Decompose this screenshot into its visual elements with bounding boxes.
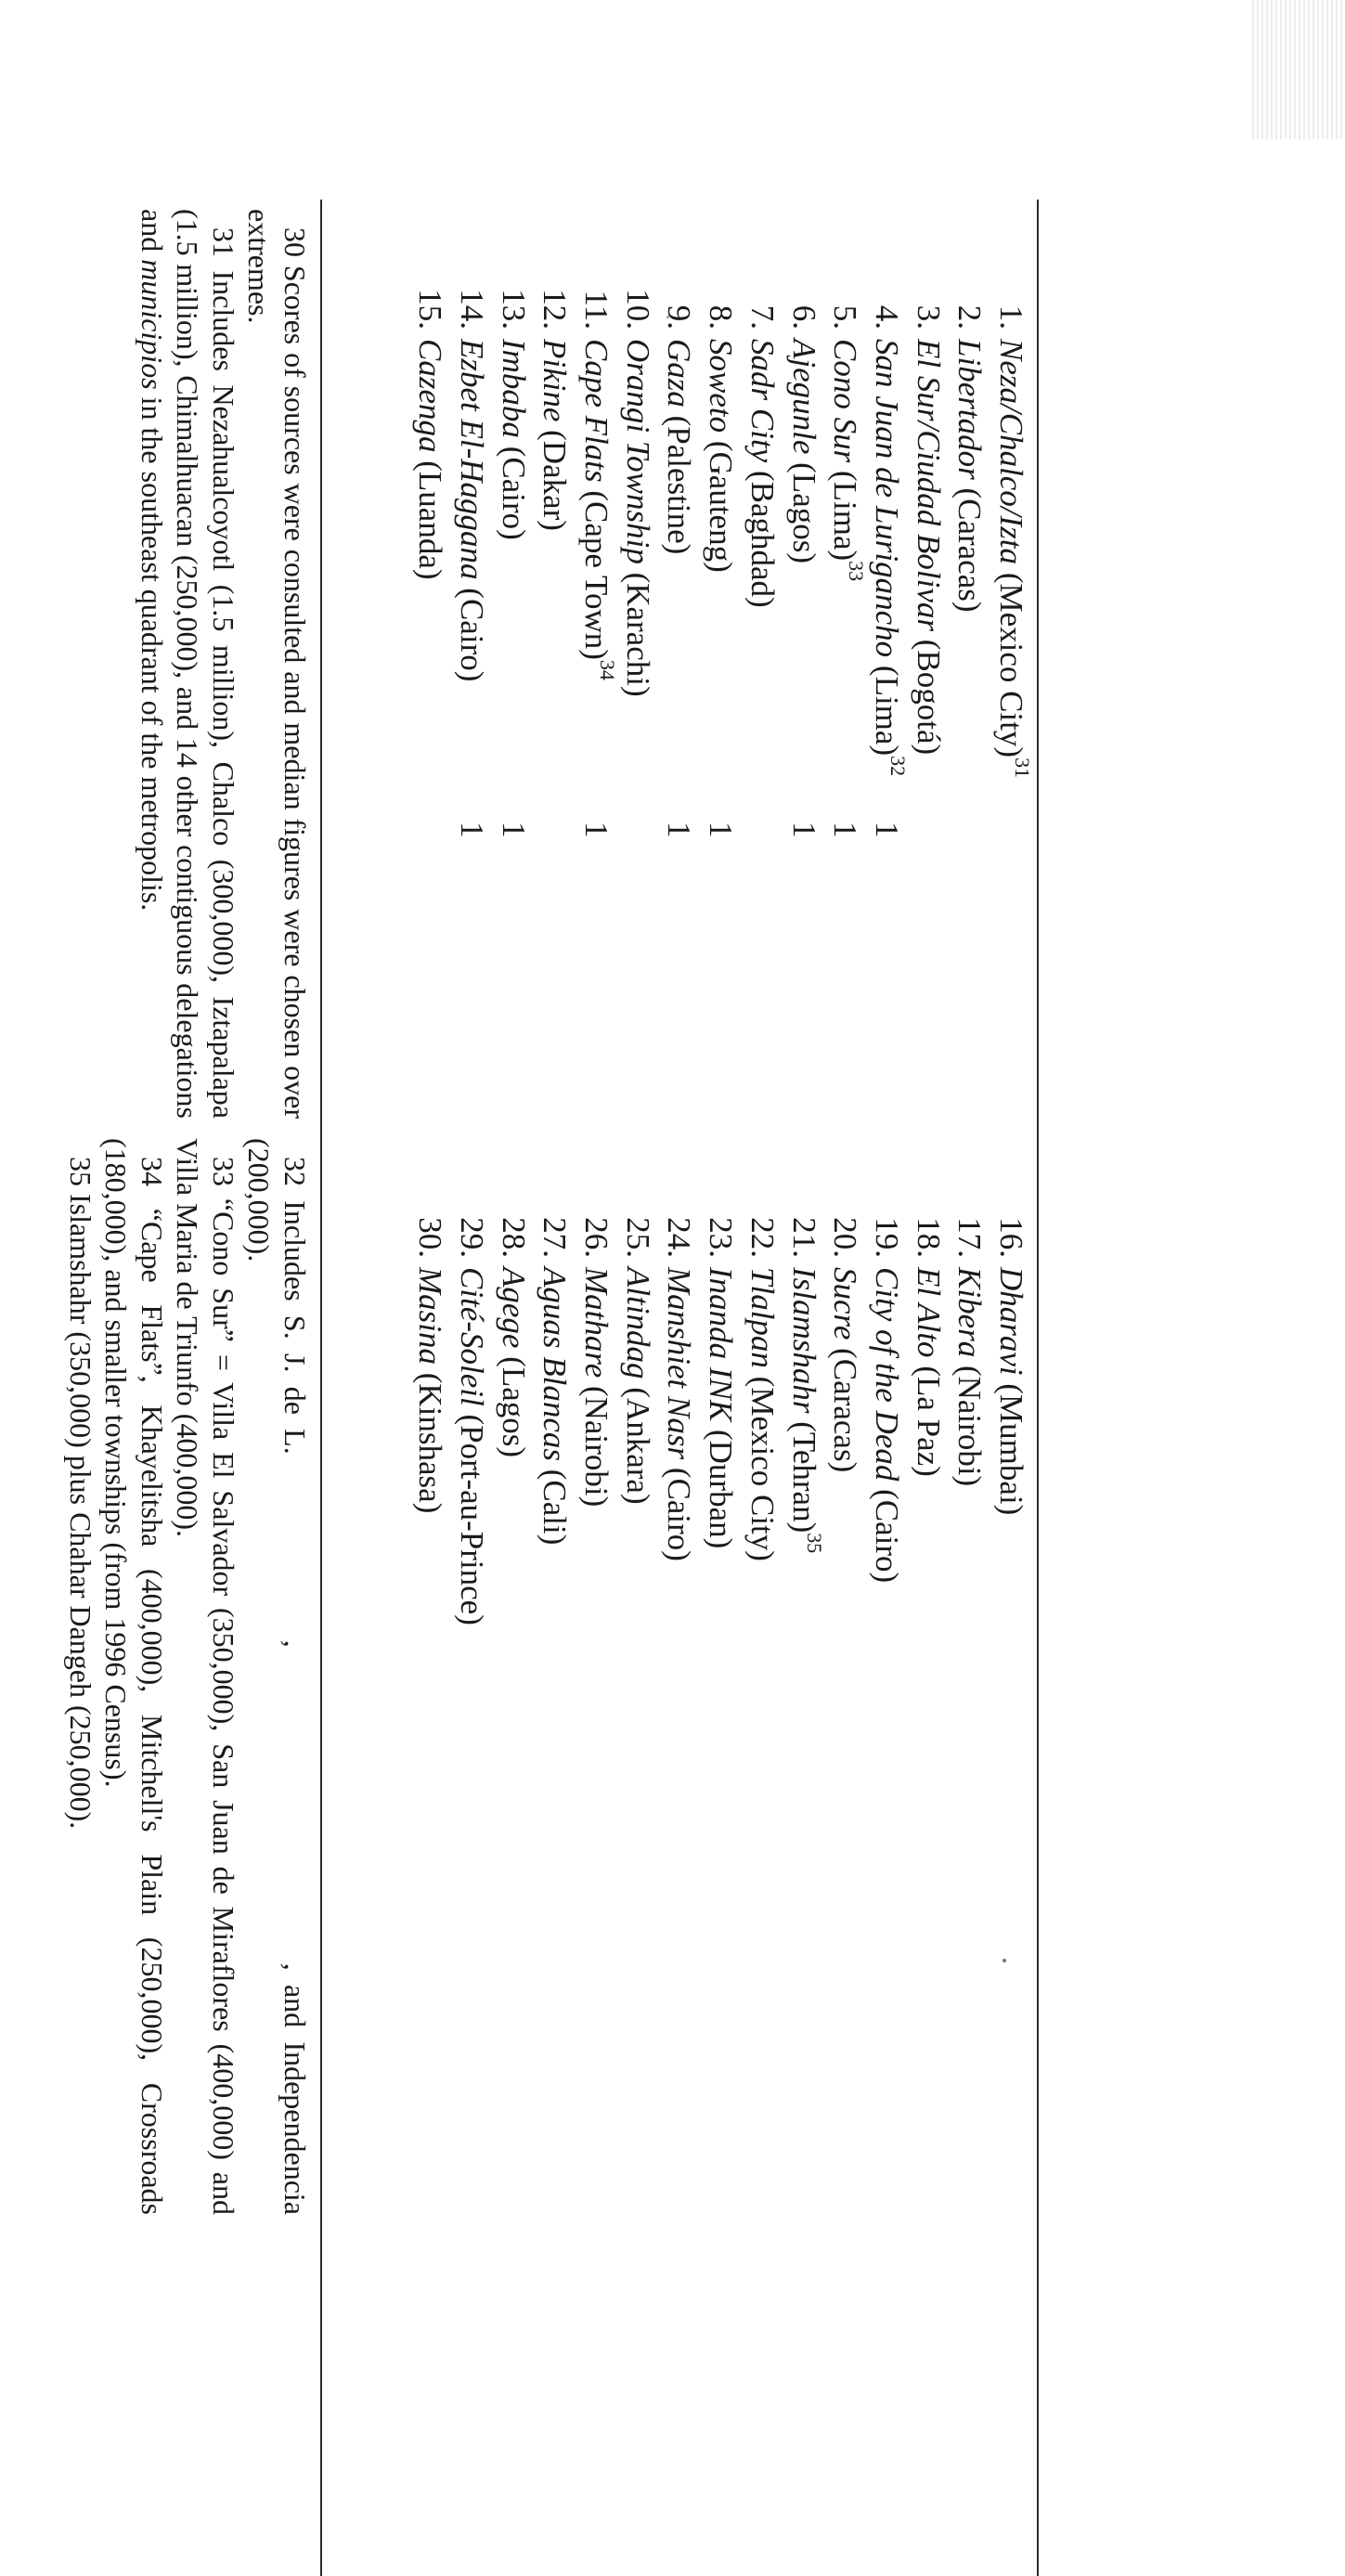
list-item bbox=[741, 1193, 782, 2214]
slum-name: Tlalpan bbox=[744, 1267, 781, 1368]
item-name bbox=[949, 1267, 990, 1486]
city-name: (Lagos) bbox=[785, 462, 822, 564]
slum-name: Soweto bbox=[703, 339, 740, 434]
city-name: (Lima) bbox=[868, 665, 905, 757]
city-name: (La Paz) bbox=[910, 1366, 947, 1477]
footnote-ref: 32 bbox=[886, 756, 910, 777]
footnote-ref: 35 bbox=[803, 1533, 827, 1554]
city-name: (Caracas) bbox=[951, 487, 989, 613]
item-mark: 1 bbox=[868, 822, 905, 838]
slum-name: Ajegunle bbox=[785, 339, 822, 455]
list-item bbox=[700, 1193, 742, 2214]
footnote-32-part-b: , bbox=[278, 1639, 312, 1648]
city-name: (Cairo) bbox=[868, 1489, 905, 1584]
item-number: 1. bbox=[993, 304, 1029, 330]
footnote-30 bbox=[241, 209, 313, 1119]
item-name bbox=[534, 339, 576, 531]
item-name bbox=[741, 339, 782, 608]
slum-name: Masina bbox=[412, 1267, 449, 1365]
city-name: (Kinshasa) bbox=[412, 1372, 449, 1514]
slum-name: City of the Dead bbox=[868, 1267, 905, 1482]
city-name: (Durban) bbox=[703, 1430, 740, 1549]
city-name: (Gauteng) bbox=[703, 440, 740, 573]
list-item bbox=[450, 1193, 492, 2214]
list-item bbox=[865, 265, 910, 1193]
item-name bbox=[658, 1267, 700, 1561]
list-item bbox=[782, 1193, 827, 2214]
list-item bbox=[616, 265, 658, 1193]
city-name: (Tehran) bbox=[785, 1421, 822, 1534]
footnote-32-part-c: , and Independencia (200,000). bbox=[242, 1138, 312, 2216]
footnote-32 bbox=[241, 1138, 313, 2215]
list-item bbox=[782, 265, 824, 1193]
list-item bbox=[824, 1193, 866, 2214]
footnote-31-part-b: in the southeast quadrant of the metropolis. bbox=[136, 389, 169, 912]
city-name: (Port-au-Prince) bbox=[454, 1414, 491, 1625]
item-number: 13. bbox=[495, 289, 532, 330]
item-number: 4. bbox=[868, 304, 905, 330]
list-item bbox=[492, 1193, 534, 2214]
item-name bbox=[616, 1267, 658, 1505]
item-name bbox=[741, 1267, 782, 1561]
item-number: 18. bbox=[910, 1217, 947, 1258]
list-item bbox=[658, 1193, 700, 2214]
item-number: 27. bbox=[537, 1217, 574, 1258]
item-mark: 1 bbox=[661, 822, 698, 838]
city-name: (Nairobi) bbox=[951, 1365, 989, 1487]
item-number: 30. bbox=[412, 1217, 449, 1258]
slum-name: Sadr City bbox=[744, 339, 781, 463]
slum-name: Dharavi bbox=[993, 1267, 1029, 1376]
item-number: 22. bbox=[744, 1217, 781, 1258]
city-name: (Palestine) bbox=[661, 415, 698, 555]
footnote-31-part-a: 31 Includes Nezahualcoyotl (1.5 million), Chalco (300,000), Iztapalapa (1.5 million), Chimalhuacan (250,000), and 14 other contiguous delegations and bbox=[136, 209, 240, 1119]
slum-name: Cape Flats bbox=[578, 339, 615, 483]
item-name bbox=[989, 339, 1034, 779]
list-item bbox=[989, 1193, 1031, 2214]
slum-name: San Juan de Lurigancho bbox=[868, 339, 905, 658]
footnote-31-text bbox=[135, 209, 242, 1119]
item-name bbox=[699, 1267, 741, 1548]
top-rule bbox=[1037, 200, 1039, 2576]
slum-name: Gaza bbox=[661, 339, 698, 408]
slum-name: Kibera bbox=[951, 1267, 989, 1358]
footnote-ref: 34 bbox=[595, 659, 619, 680]
slum-name: Altindag bbox=[619, 1267, 656, 1379]
list-item bbox=[409, 1193, 451, 2214]
footnote-32-part-a: 32 Includes S. J. de L. bbox=[278, 1157, 312, 1455]
slum-name: Pikine bbox=[537, 339, 574, 422]
item-name bbox=[575, 1267, 616, 1507]
list-item bbox=[575, 265, 619, 1193]
item-number: 6. bbox=[785, 304, 822, 330]
item-number: 10. bbox=[619, 289, 656, 330]
item-number: 26. bbox=[578, 1217, 615, 1258]
city-name: (Cairo) bbox=[495, 446, 532, 540]
item-number: 23. bbox=[703, 1217, 740, 1258]
slum-list-right bbox=[409, 1193, 1031, 2214]
footnotes-right bbox=[63, 1138, 314, 2215]
list-item bbox=[989, 265, 1034, 1193]
item-mark: 1 bbox=[827, 822, 864, 838]
slum-name: Mathare bbox=[578, 1267, 615, 1379]
item-number: 19. bbox=[868, 1217, 905, 1258]
item-name bbox=[782, 339, 824, 563]
item-mark: 1 bbox=[785, 822, 822, 838]
list-item bbox=[575, 1193, 616, 2214]
list-item bbox=[534, 265, 576, 1193]
footnote-ref: 31 bbox=[1010, 757, 1034, 779]
slum-name: Neza/Chalco/Izta bbox=[993, 339, 1029, 565]
item-name bbox=[616, 339, 658, 697]
footnote-35-text: 35 Islamshahr (350,000) plus Chahar Dangeh (250,000). bbox=[64, 1157, 97, 1830]
slum-name: Cazenga bbox=[412, 339, 449, 453]
footnote-ref: 33 bbox=[844, 561, 868, 582]
footnote-32-text bbox=[241, 1138, 313, 2215]
slum-name: Cono Sur bbox=[827, 339, 864, 463]
item-name bbox=[409, 1267, 451, 1513]
item-name bbox=[450, 339, 492, 681]
item-number: 12. bbox=[537, 289, 574, 330]
item-number: 5. bbox=[827, 304, 864, 330]
item-number: 8. bbox=[703, 304, 740, 330]
item-number: 16. bbox=[993, 1217, 1029, 1258]
item-name bbox=[534, 1267, 576, 1545]
item-mark: 1 bbox=[703, 822, 740, 838]
footnote-35 bbox=[63, 1138, 99, 2215]
item-number: 14. bbox=[454, 289, 491, 330]
city-name: (Baghdad) bbox=[744, 470, 781, 608]
item-name bbox=[824, 339, 866, 581]
slum-name: Ezbet El-Haggana bbox=[454, 339, 491, 580]
slum-name: Cité-Soleil bbox=[454, 1267, 491, 1406]
city-name: (Karachi) bbox=[619, 572, 656, 697]
list-item bbox=[824, 265, 866, 1193]
item-name bbox=[492, 339, 534, 540]
list-item bbox=[492, 265, 534, 1193]
item-name bbox=[409, 339, 451, 580]
city-name: (Luanda) bbox=[412, 460, 449, 580]
footnote-34-text: 34 “Cape Flats”, Khayelitsha (400,000), Mitchell's Plain (250,000), Crossroads (180,000), and smaller townships (from 1996 Census). bbox=[99, 1138, 169, 2215]
list-item bbox=[534, 1193, 576, 2214]
slum-name: Sucre bbox=[827, 1267, 864, 1340]
city-name: (Nairobi) bbox=[578, 1386, 615, 1508]
footnote-30-text: 30 Scores of sources were consulted and median figures were chosen over extremes. bbox=[242, 209, 312, 1119]
item-number: 17. bbox=[951, 1217, 989, 1258]
item-number: 3. bbox=[910, 304, 947, 330]
footnote-31-italic: municipios bbox=[136, 259, 169, 390]
city-name: (Bogotá) bbox=[910, 639, 947, 756]
footnote-34 bbox=[98, 1138, 170, 2215]
item-name bbox=[865, 339, 910, 777]
city-name: (Cairo) bbox=[661, 1467, 698, 1561]
item-number: 24. bbox=[661, 1217, 698, 1258]
item-name bbox=[989, 1267, 1031, 1515]
list-item bbox=[949, 265, 990, 1193]
slum-name: Inanda INK bbox=[703, 1267, 740, 1422]
item-number: 21. bbox=[785, 1217, 822, 1258]
footnotes-left bbox=[135, 209, 314, 1119]
city-name: (Lagos) bbox=[495, 1356, 532, 1458]
item-number: 29. bbox=[454, 1217, 491, 1258]
city-name: (Cali) bbox=[537, 1469, 574, 1546]
item-number: 15. bbox=[412, 289, 449, 330]
slum-name: El Sur/Ciudad Bolivar bbox=[910, 339, 947, 631]
item-name bbox=[949, 339, 990, 613]
item-number: 25. bbox=[619, 1217, 656, 1258]
footnote-31 bbox=[135, 209, 242, 1119]
item-number: 20. bbox=[827, 1217, 864, 1258]
slum-name: Manshiet Nasr bbox=[661, 1267, 698, 1460]
item-name bbox=[865, 1267, 907, 1583]
item-name bbox=[575, 339, 619, 680]
slum-name: Aguas Blancas bbox=[537, 1267, 574, 1462]
city-name: (Lima) bbox=[827, 470, 864, 562]
city-name: (Mexico City) bbox=[744, 1376, 781, 1561]
list-item bbox=[907, 1193, 949, 2214]
item-number: 7. bbox=[744, 304, 781, 330]
city-name: (Caracas) bbox=[827, 1348, 864, 1473]
city-name: (Ankara) bbox=[619, 1387, 656, 1505]
slum-name: Agege bbox=[495, 1267, 532, 1349]
item-mark: 1 bbox=[578, 822, 615, 838]
slum-name: Imbaba bbox=[495, 339, 532, 438]
slum-name: Islamshahr bbox=[785, 1267, 822, 1414]
item-name bbox=[450, 1267, 492, 1625]
item-name bbox=[658, 339, 700, 554]
item-number: 11. bbox=[578, 290, 615, 330]
list-item bbox=[907, 265, 949, 1193]
slum-name: Orangi Township bbox=[619, 339, 656, 564]
list-item bbox=[700, 265, 742, 1193]
slum-name: El Alto bbox=[910, 1267, 947, 1358]
item-name bbox=[907, 1267, 949, 1477]
list-item bbox=[450, 265, 492, 1193]
list-item bbox=[741, 265, 782, 1193]
city-name: (Dakar) bbox=[537, 430, 574, 531]
city-name: (Mexico City) bbox=[993, 572, 1029, 758]
slum-name: Libertador bbox=[951, 339, 989, 480]
list-item bbox=[865, 1193, 907, 2214]
item-name bbox=[907, 339, 949, 755]
item-mark: 1 bbox=[495, 822, 532, 838]
city-name: (Mumbai) bbox=[993, 1383, 1029, 1516]
item-number: 9. bbox=[661, 304, 698, 330]
slum-list-left bbox=[409, 265, 1034, 1193]
item-name bbox=[824, 1267, 866, 1472]
footnote-33 bbox=[170, 1138, 241, 2215]
city-name: (Cape Town) bbox=[578, 490, 615, 660]
item-name bbox=[699, 339, 741, 573]
city-name: (Cairo) bbox=[454, 588, 491, 682]
item-name bbox=[782, 1267, 827, 1554]
footnote-33-text: 33 “Cono Sur” = Villa El Salvador (350,000), San Juan de Miraflores (400,000) and Villa Maria de Triunfo (400,000). bbox=[171, 1138, 240, 2215]
item-mark: 1 bbox=[454, 822, 491, 838]
list-item bbox=[616, 1193, 658, 2214]
list-item bbox=[658, 265, 700, 1193]
list-item bbox=[949, 1193, 990, 2214]
item-name bbox=[492, 1267, 534, 1457]
item-number: 28. bbox=[495, 1217, 532, 1258]
item-number: 2. bbox=[951, 304, 989, 330]
footnote-rule bbox=[320, 200, 322, 2576]
list-item bbox=[409, 265, 451, 1193]
